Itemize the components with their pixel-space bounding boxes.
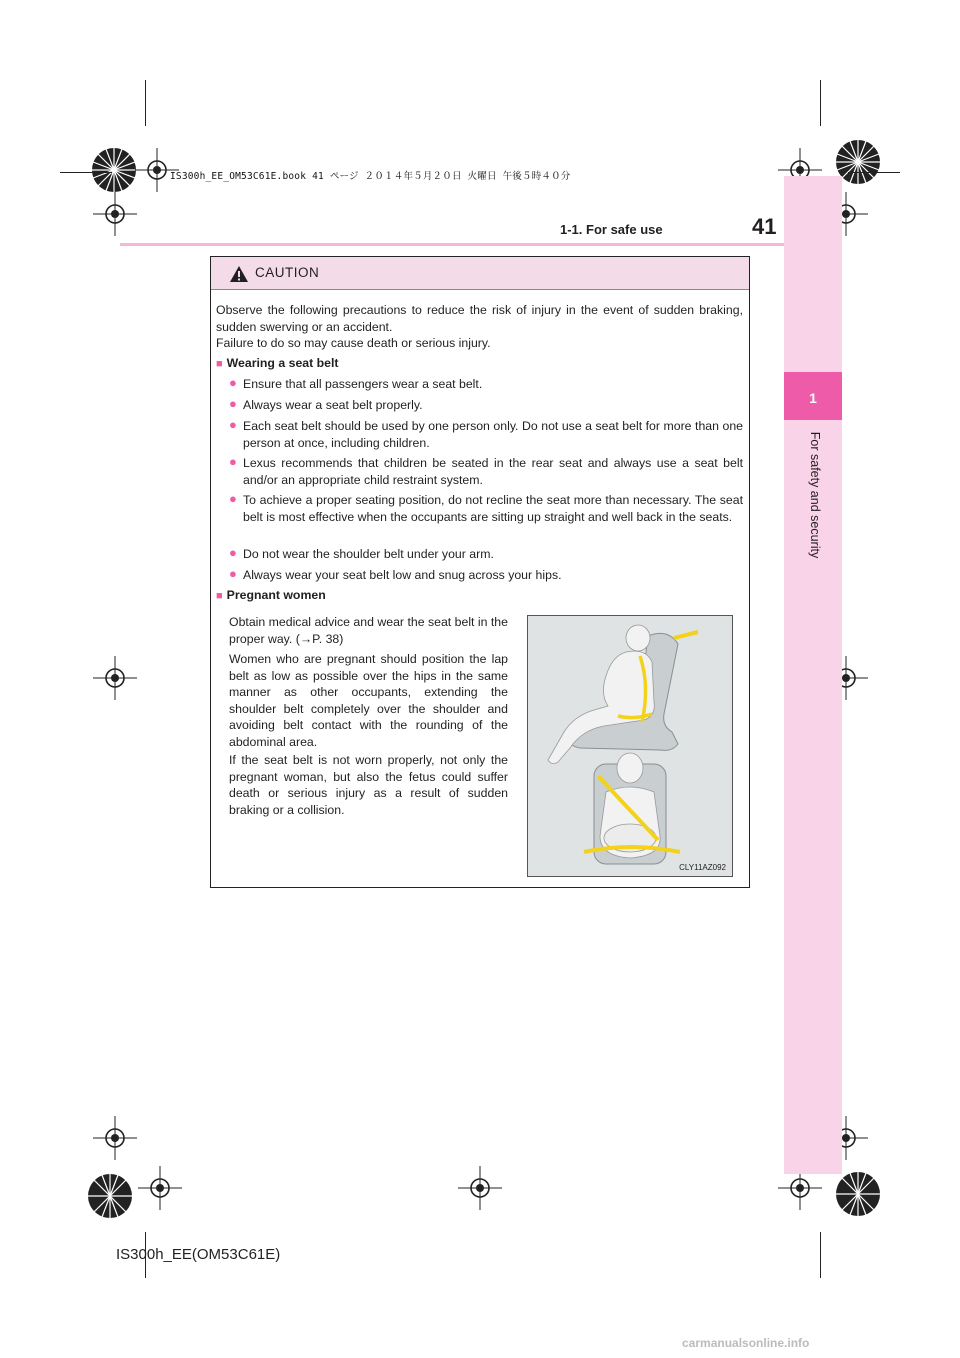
pregnant-heading bbox=[216, 587, 516, 605]
pregnant-heading-text: Pregnant women bbox=[226, 588, 326, 602]
book-file-info: IS300h_EE_OM53C61E.book 41 ページ ２０１４年５月２０日 火曜日 午後５時４０分 bbox=[170, 171, 571, 182]
seat-belt-heading bbox=[216, 355, 616, 373]
chapter-number: 1 bbox=[809, 390, 817, 406]
square-bullet-icon: ■ bbox=[216, 590, 223, 602]
bullet-item: Do not wear the shoulder belt under your arm. bbox=[243, 547, 494, 561]
watermark: carmanualsonline.info bbox=[682, 1336, 810, 1350]
crosshair-mark-icon bbox=[458, 1166, 502, 1210]
bullet-item: Always wear a seat belt properly. bbox=[243, 398, 423, 412]
document-code: IS300h_EE(OM53C61E) bbox=[116, 1246, 281, 1263]
pregnant-seat-belt-illustration bbox=[527, 615, 733, 877]
seated-pregnant-woman-illustration bbox=[528, 616, 732, 876]
crop-line bbox=[60, 172, 112, 173]
dot-bullet-icon: ● bbox=[229, 566, 237, 581]
chapter-label: For safety and security bbox=[808, 431, 822, 559]
bullet-item: Always wear your seat belt low and snug across your hips. bbox=[243, 568, 562, 582]
header-rule bbox=[120, 243, 784, 246]
crosshair-mark-icon bbox=[93, 656, 137, 700]
bullet-item: Ensure that all passengers wear a seat belt. bbox=[243, 377, 483, 391]
bullet-item: To achieve a proper seating position, do not recline the seat more than necessary. The seat belt is most effective when the occupants are sitting up straight and well back in the seats. bbox=[243, 493, 743, 524]
seat-belt-heading-text: Wearing a seat belt bbox=[226, 356, 339, 370]
figure-code: CLY11AZ092 bbox=[679, 863, 726, 872]
registration-mark-icon bbox=[78, 1164, 142, 1228]
crosshair-mark-icon bbox=[138, 1166, 182, 1210]
pregnant-paragraph-warning: If the seat belt is not worn properly, not only the pregnant woman, but also the fetus could suffer death or serious injury as a result of sudden braking or a collision. bbox=[229, 753, 508, 817]
dot-bullet-icon: ● bbox=[229, 491, 237, 506]
dot-bullet-icon: ● bbox=[229, 375, 237, 390]
caution-title: CAUTION bbox=[255, 265, 320, 280]
caution-intro: Observe the following precautions to reduce the risk of injury in the event of sudden braking, sudden swerving or an accident. bbox=[216, 303, 743, 334]
dot-bullet-icon: ● bbox=[229, 454, 237, 469]
chapter-side-band bbox=[784, 176, 842, 1174]
crosshair-mark-icon bbox=[93, 1116, 137, 1160]
dot-bullet-icon: ● bbox=[229, 417, 237, 432]
warning-triangle-icon bbox=[229, 265, 249, 283]
page-number: 41 bbox=[752, 214, 777, 239]
caution-header bbox=[211, 257, 749, 290]
caution-intro-consequence: Failure to do so may cause death or serious injury. bbox=[216, 336, 491, 350]
crop-line bbox=[820, 1232, 821, 1278]
bullet-item: Lexus recommends that children be seated in the rear seat and always use a seat belt and/or an appropriate child restraint system. bbox=[243, 456, 743, 487]
crop-line bbox=[848, 172, 900, 173]
dot-bullet-icon: ● bbox=[229, 545, 237, 560]
pregnant-paragraph-advice: Obtain medical advice and wear the seat belt in the proper way. (→P. 38) bbox=[229, 615, 508, 646]
bullet-item: Each seat belt should be used by one person only. Do not use a seat belt for more than one person at once, including children. bbox=[243, 419, 743, 450]
crop-line bbox=[145, 80, 146, 126]
pregnant-paragraph-position: Women who are pregnant should position the lap belt as low as possible over the hips in the same manner as other occupants, extending the shoulder belt completely over the shoulder and avoiding belt contact with the rounding of the abdominal area. bbox=[229, 652, 508, 749]
dot-bullet-icon: ● bbox=[229, 396, 237, 411]
crop-line bbox=[820, 80, 821, 126]
square-bullet-icon: ■ bbox=[216, 358, 223, 370]
crosshair-mark-icon bbox=[93, 192, 137, 236]
section-title: 1-1. For safe use bbox=[560, 222, 663, 237]
